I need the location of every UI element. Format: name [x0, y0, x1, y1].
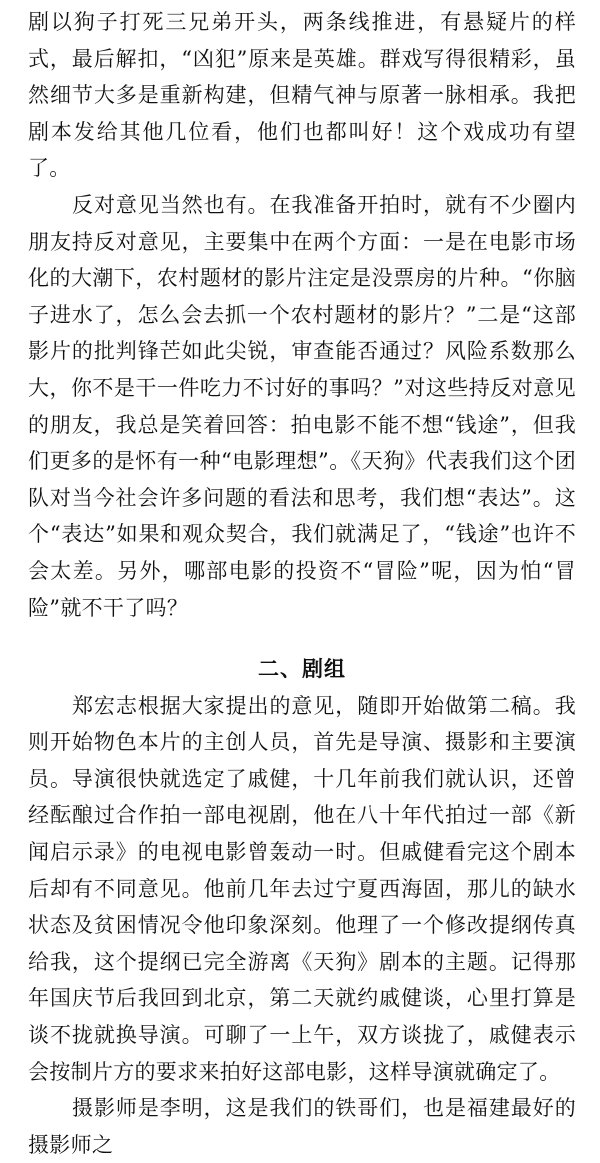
- paragraph-continued: 剧以狗子打死三兄弟开头，两条线推进，有悬疑片的样式，最后解扣，“凶犯”原来是英雄。群戏写得很精彩，虽然细节大多是重新构建，但精气神与原著一脉相承。我把剧本发给其他几位看，他们也都叫好！这个戏成功有望了。: [28, 10, 576, 181]
- paragraph-crew: 郑宏志根据大家提出的意见，随即开始做第二稿。我则开始物色本片的主创人员，首先是导演、摄影和主要演员。导演很快就选定了戚健，十几年前我们就认识，还曾经酝酿过合作拍一部电视剧，他在八十年代拍过一部《新闻启示录》的电视电影曾轰动一时。但戚健看完这个剧本后却有不同意见。他前几年去过宁夏西海固，那儿的缺水状态及贫困情况令他印象深刻。他理了一个修改提纲传真给我，这个提纲已完全游离《天狗》剧本的主题。记得那年国庆节后我回到北京，第二天就约戚健谈，心里打算是谈不拢就换导演。可聊了一上午，双方谈拢了，戚健表示会按制片方的要求来拍好这部电影，这样导演就确定了。: [28, 693, 576, 1084]
- section-heading: 二、剧组: [258, 656, 346, 682]
- text-column: [28, 4, 576, 1163]
- paragraph-cinematographer: 摄影师是李明，这是我们的铁哥们，也是福建最好的摄影师之: [28, 1096, 576, 1157]
- paragraph-objections: 反对意见当然也有。在我准备开拍时，就有不少圈内朋友持反对意见，主要集中在两个方面：一是在电影市场化的大潮下，农村题材的影片注定是没票房的片种。“你脑子进水了，怎么会去抓一个农村题材的影片？”二是“这部影片的批判锋芒如此尖锐，审查能否通过？风险系数那么大，你不是干一件吃力不讨好的事吗？”对这些持反对意见的朋友，我总是笑着回答：拍电影不能不想“钱途”，但我们更多的是怀有一种“电影理想”。《天狗》代表我们这个团队对当今社会许多问题的看法和思考，我们想“表达”。这个“表达”如果和观众契合，我们就满足了，“钱途”也许不会太差。另外，哪部电影的投资不“冒险”呢，因为怕“冒险”就不干了吗？: [28, 192, 576, 620]
